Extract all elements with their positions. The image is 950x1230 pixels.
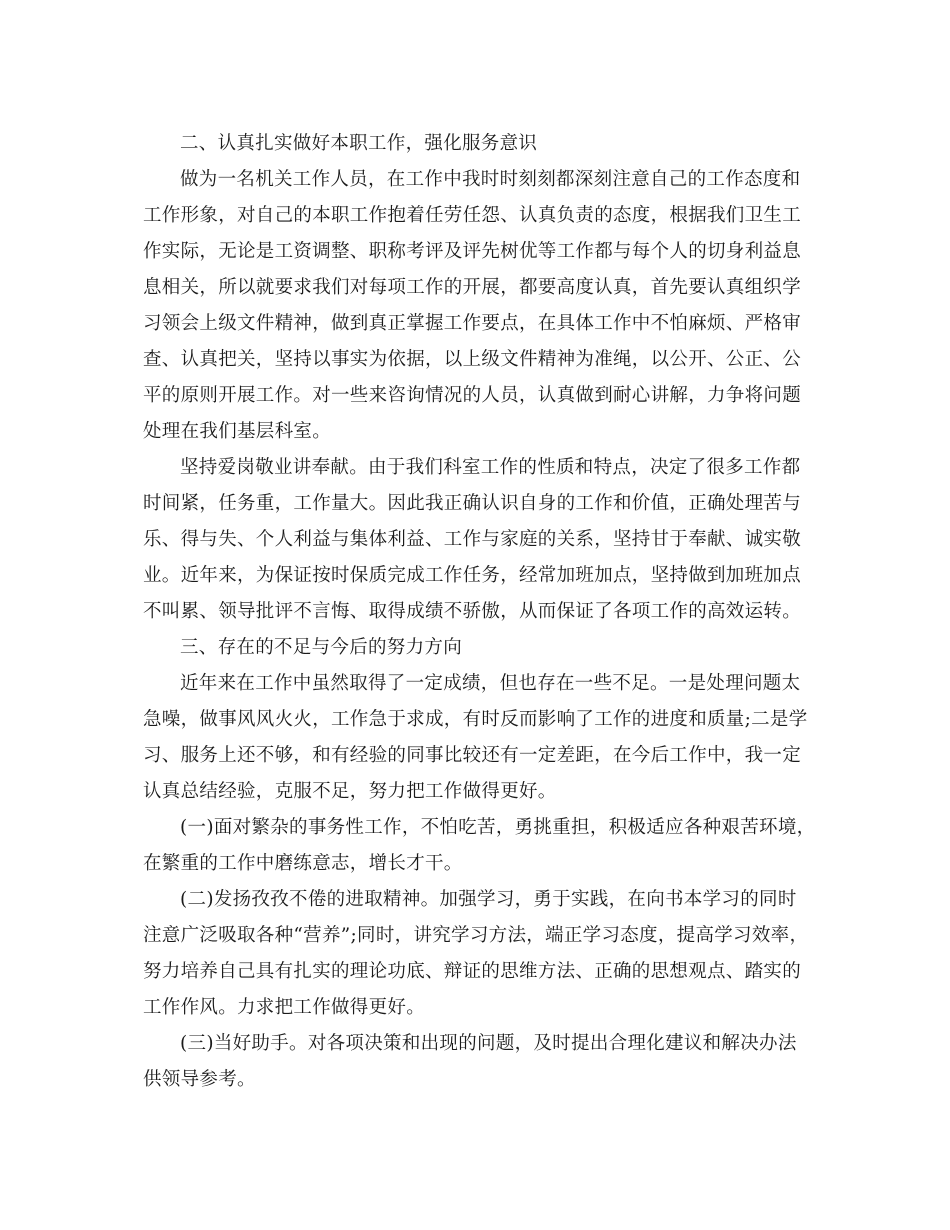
paragraph-line: 努力培养自己具有扎实的理论功底、辩证的思维方法、正确的思想观点、踏实的 bbox=[143, 961, 802, 982]
list-item-1: (一)面对繁杂的事务性工作，不怕吃苦，勇挑重担，积极适应各种艰苦环境， bbox=[180, 817, 816, 838]
paragraph-line: 在繁重的工作中磨练意志，增长才干。 bbox=[143, 853, 463, 874]
paragraph-line: 乐、得与失、个人利益与集体利益、工作与家庭的关系，坚持甘于奉献、诚实敬 bbox=[143, 529, 802, 550]
list-item-2: (二)发扬孜孜不倦的进取精神。加强学习，勇于实践，在向书本学习的同时 bbox=[180, 889, 797, 910]
section-heading-2: 二、认真扎实做好本职工作，强化服务意识 bbox=[180, 133, 538, 154]
paragraph-line: 做为一名机关工作人员，在工作中我时时刻刻都深刻注意自己的工作态度和 bbox=[180, 169, 801, 190]
paragraph-line: 习领会上级文件精神，做到真正掌握工作要点，在具体工作中不怕麻烦、严格审 bbox=[143, 313, 802, 334]
paragraph-line: 工作形象，对自己的本职工作抱着任劳任怨、认真负责的态度，根据我们卫生工 bbox=[143, 205, 802, 226]
paragraph-line: 认真总结经验，克服不足，努力把工作做得更好。 bbox=[143, 781, 557, 802]
paragraph-line: 业。近年来，为保证按时保质完成工作任务，经常加班加点，坚持做到加班加点 bbox=[143, 565, 802, 586]
paragraph-line: 不叫累、领导批评不言悔、取得成绩不骄傲，从而保证了各项工作的高效运转。 bbox=[143, 601, 802, 622]
paragraph-line: 近年来在工作中虽然取得了一定成绩，但也存在一些不足。一是处理问题太 bbox=[180, 673, 801, 694]
paragraph-line: 注意广泛吸取各种“营养”;同时，讲究学习方法，端正学习态度，提高学习效率， bbox=[143, 925, 809, 946]
paragraph-line: 习、服务上还不够，和有经验的同事比较还有一定差距，在今后工作中，我一定 bbox=[143, 745, 802, 766]
paragraph-line: 作实际，无论是工资调整、职称考评及评先树优等工作都与每个人的切身利益息 bbox=[143, 241, 802, 262]
paragraph-line: 工作作风。力求把工作做得更好。 bbox=[143, 997, 426, 1018]
paragraph-line: 处理在我们基层科室。 bbox=[143, 421, 332, 442]
paragraph-line: 息相关，所以就要求我们对每项工作的开展，都要高度认真，首先要认真组织学 bbox=[143, 277, 802, 298]
paragraph-line: 查、认真把关，坚持以事实为依据，以上级文件精神为准绳，以公开、公正、公 bbox=[143, 349, 802, 370]
paragraph-line: 平的原则开展工作。对一些来咨询情况的人员，认真做到耐心讲解，力争将问题 bbox=[143, 385, 802, 406]
paragraph-line: 时间紧，任务重，工作量大。因此我正确认识自身的工作和价值，正确处理苦与 bbox=[143, 493, 802, 514]
paragraph-line: 急噪，做事风风火火，工作急于求成，有时反而影响了工作的进度和质量;二是学 bbox=[143, 709, 808, 730]
list-item-3: (三)当好助手。对各项决策和出现的问题，及时提出合理化建议和解决办法 bbox=[180, 1033, 797, 1054]
paragraph-line: 坚持爱岗敬业讲奉献。由于我们科室工作的性质和特点，决定了很多工作都 bbox=[180, 457, 801, 478]
paragraph-line: 供领导参考。 bbox=[143, 1069, 256, 1090]
section-heading-3: 三、存在的不足与今后的努力方向 bbox=[180, 637, 463, 658]
